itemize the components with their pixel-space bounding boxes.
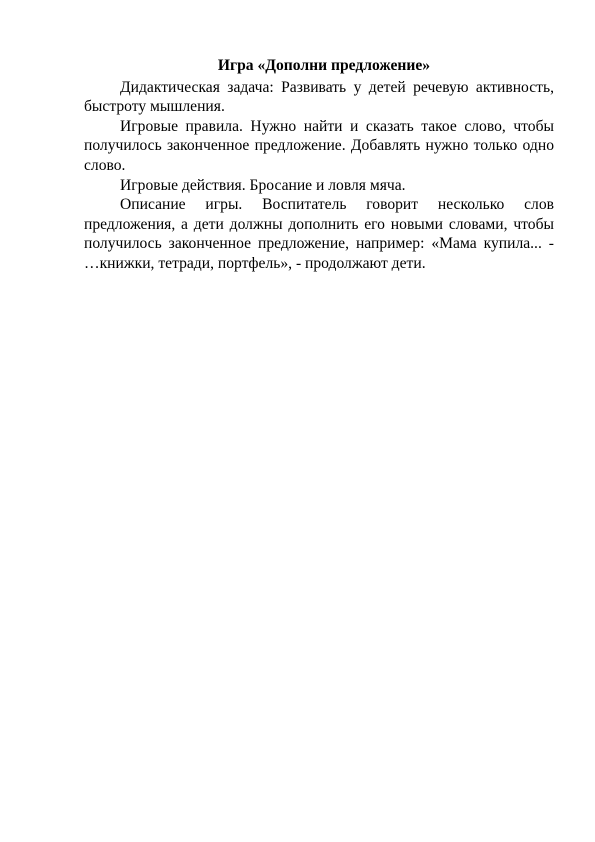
- paragraph-game-description: Описание игры. Воспитатель говорит несколько слов предложения, а дети должны дополнить его новыми словами, чтобы получилось законченное предложение, например: «Мама купила... - …книжки, тетради, портфель», - продолжают дети.: [84, 196, 554, 272]
- paragraph-didactic-task: Дидактическая задача: Развивать у детей речевую активность, быстроту мышления.: [84, 78, 554, 116]
- document-title: Игра «Дополни предложение»: [217, 57, 431, 74]
- paragraph-game-rules: Игровые правила. Нужно найти и сказать такое слово, чтобы получилось законченное предложение. Добавлять нужно только одно слово.: [84, 117, 554, 174]
- document-page: [84, 56, 554, 274]
- paragraph-game-actions: Игровые действия. Бросание и ловля мяча.: [120, 176, 406, 194]
